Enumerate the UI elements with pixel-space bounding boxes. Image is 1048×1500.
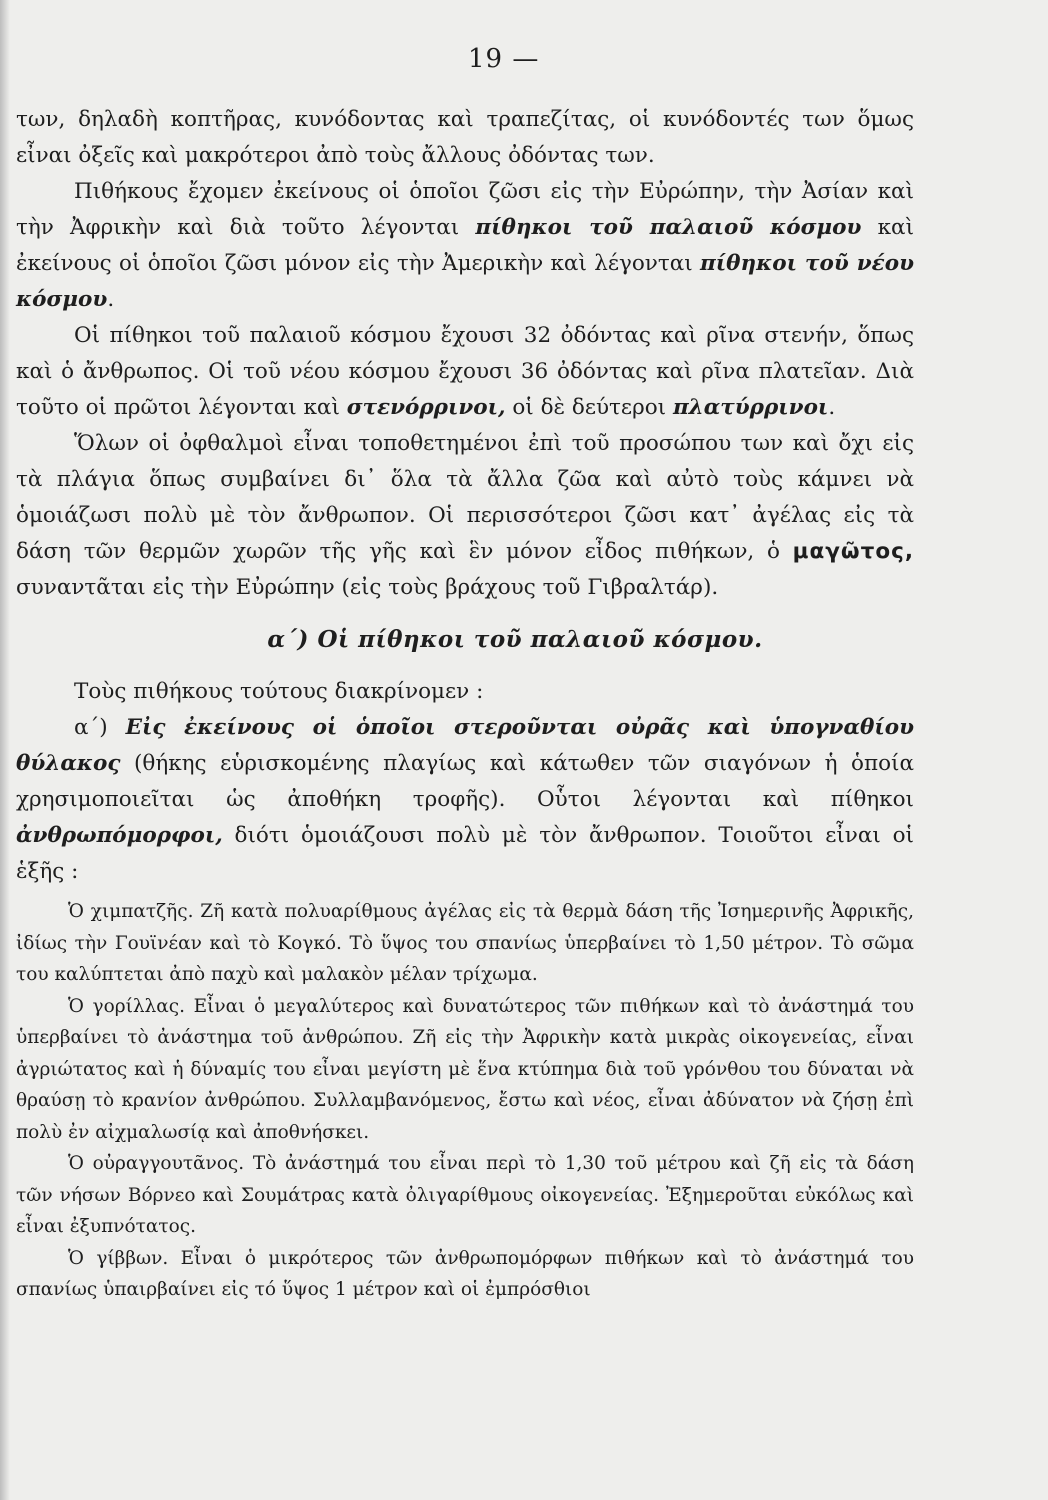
page-number: 19 — bbox=[468, 44, 540, 74]
paragraph-text: διότι ὁμοιάζουσι πολὺ μὲ τὸν ἄνθρωπον. Τοιοῦτοι εἶναι οἱ ἑξῆς : bbox=[16, 823, 914, 884]
emphasis-anthropomorphic: ἀνθρωπόμορφοι, bbox=[16, 823, 223, 848]
emphasis-magot: μαγῶτος, bbox=[792, 539, 914, 564]
paragraph-text: Πιθήκους ἔχομεν ἐκείνους οἱ ὁποῖοι ζῶσι εἰς τὴν Εὐρώπην, τὴν Ἀσίαν καὶ τὴν Ἀφρικὴν καὶ διὰ τοῦτο λέγονται bbox=[16, 179, 914, 240]
paragraph-eyes-habitat bbox=[16, 426, 914, 606]
paragraph-text: Ὁ χιμπατζῆς. Ζῆ κατὰ πολυαρίθμους ἀγέλας εἰς τὰ θερμὰ δάση τῆς Ἰσημερινῆς Ἀφρικῆς, ἰδίως τὴν Γουϊνέαν καὶ τὸ Κογκό. Τὸ ὕψος του σπανίως ὑπερβαίνει τὸ 1,50 μέτρον. Τὸ σῶμα του καλύπτεται ἀπὸ παχὺ καὶ μαλακὸν μέλαν τρίχωμα. bbox=[16, 901, 914, 985]
emphasis-tailless: Εἰς ἐκείνους οἱ ὁποῖοι στεροῦνται οὐρᾶς καὶ ὑπογναθίου θύλακος bbox=[16, 715, 914, 776]
paragraph-text: συναντᾶται εἰς τὴν Εὐρώπην (εἰς τοὺς βράχους τοῦ Γιβραλτάρ). bbox=[16, 575, 719, 600]
paragraph-teeth bbox=[16, 102, 914, 174]
paragraph-anthropoid bbox=[16, 710, 914, 890]
paragraph-text: των, δηλαδὴ κοπτῆρας, κυνόδοντας καὶ τραπεζίτας, οἱ κυνόδοντές των ὅμως εἶναι ὀξεῖς καὶ μακρότεροι ἀπὸ τοὺς ἄλλους ὀδόντας των. bbox=[16, 107, 914, 168]
emphasis-old-world-monkeys: πίθηκοι τοῦ παλαιοῦ κόσμου bbox=[475, 215, 862, 240]
paragraph-text: . bbox=[828, 395, 836, 420]
emphasis-new-world-monkeys: πίθηκοι τοῦ νέου κόσμου bbox=[16, 251, 914, 312]
paragraph-chimpanzee bbox=[16, 896, 914, 991]
paragraph-text: . bbox=[107, 287, 115, 312]
section-heading: α΄) Οἱ πίθηκοι τοῦ παλαιοῦ κόσμου. bbox=[267, 626, 763, 653]
paragraph-distinguish bbox=[16, 674, 914, 710]
paragraph-text: Ὅλων οἱ ὀφθαλμοὶ εἶναι τοποθετημένοι ἐπὶ τοῦ προσώπου των καὶ ὄχι εἰς τὰ πλάγια ὅπως συμβαίνει δι᾽ ὅλα τὰ ἄλλα ζῶα καὶ αὐτὸ τοὺς κάμνει νὰ ὁμοιάζωσι πολὺ μὲ τὸν ἄνθρωπον. Οἱ περισσότεροι ζῶσι κατ᾽ ἀγέλας εἰς τὰ δάση τῶν θερμῶν χωρῶν τῆς γῆς καὶ ἓν μόνον εἶδος πιθήκων, ὁ bbox=[16, 431, 914, 564]
paragraph-text: Ὁ γορίλλας. Εἶναι ὁ μεγαλύτερος καὶ δυνατώτερος τῶν πιθήκων καὶ τὸ ἀνάστημά του ὑπερβαίνει τὸ ἀνάστημα τοῦ ἀνθρώπου. Ζῆ εἰς τὴν Ἀφρικὴν κατὰ μικρὰς οἰκογενείας, εἶναι ἀγριώτατος καὶ ἡ δύναμίς του εἶναι μεγίστη μὲ ἕνα κτύπημα διὰ τοῦ γρόνθου του δύναται νὰ θραύσῃ τὸ κρανίον ἀνθρώπου. Συλλαμβανόμενος, ἔστω καὶ νέος, εἶναι ἀδύνατον νὰ ζήσῃ ἐπὶ πολὺ ἐν αἰχμαλωσίᾳ καὶ ἀποθνήσκει. bbox=[16, 995, 914, 1143]
paragraph-old-new-world bbox=[16, 174, 914, 318]
emphasis-flat-nosed: πλατύρρινοι bbox=[672, 395, 829, 420]
list-marker: α΄) bbox=[74, 715, 126, 740]
paragraph-text: Ὁ γίββων. Εἶναι ὁ μικρότερος τῶν ἀνθρωπομόρφων πιθήκων καὶ τὸ ἀνάστημά του σπανίως ὑπαιρβαίνει εἰς τό ὕψος 1 μέτρον καὶ οἱ ἐμπρόσθιοι bbox=[16, 1247, 914, 1300]
paragraph-gorilla bbox=[16, 991, 914, 1149]
page-edge-shadow bbox=[0, 0, 10, 1500]
paragraph-text: (θήκης εὑρισκομένης πλαγίως καὶ κάτωθεν τῶν σιαγόνων ἡ ὁποία χρησιμοποιεῖται ὡς ἀποθήκη τροφῆς). Οὗτοι λέγονται καὶ πίθηκοι bbox=[16, 751, 914, 812]
paragraph-nose-types bbox=[16, 318, 914, 426]
paragraph-text: καὶ ἐκείνους οἱ ὁποῖοι ζῶσι μόνον εἰς τὴν Ἀμερικὴν καὶ λέγονται bbox=[16, 215, 914, 276]
page-body bbox=[16, 102, 914, 1306]
paragraph-text: Τοὺς πιθήκους τούτους διακρίνομεν : bbox=[74, 679, 484, 704]
paragraph-orangutan bbox=[16, 1148, 914, 1243]
paragraph-text: Οἱ πίθηκοι τοῦ παλαιοῦ κόσμου ἔχουσι 32 ὀδόντας καὶ ρῖνα στενήν, ὅπως καὶ ὁ ἄνθρωπος. Οἱ τοῦ νέου κόσμου ἔχουσι 36 ὀδόντας καὶ ρῖνα πλατεῖαν. Διὰ τοῦτο οἱ πρῶτοι λέγονται καὶ bbox=[16, 323, 914, 420]
paragraph-text: Ὁ οὐραγγουτᾶνος. Τὸ ἀνάστημά του εἶναι περὶ τὸ 1,30 τοῦ μέτρου καὶ ζῆ εἰς τὰ δάση τῶν νήσων Βόρνεο καὶ Σουμάτρας κατὰ ὀλιγαρίθμους οἰκογενείας. Ἐξημεροῦται εὐκόλως καὶ εἶναι ἐξυπνότατος. bbox=[16, 1153, 914, 1237]
paragraph-gibbon bbox=[16, 1243, 914, 1306]
emphasis-narrow-nosed: στενόρρινοι, bbox=[346, 395, 506, 420]
paragraph-text: οἱ δὲ δεύτεροι bbox=[505, 395, 673, 420]
